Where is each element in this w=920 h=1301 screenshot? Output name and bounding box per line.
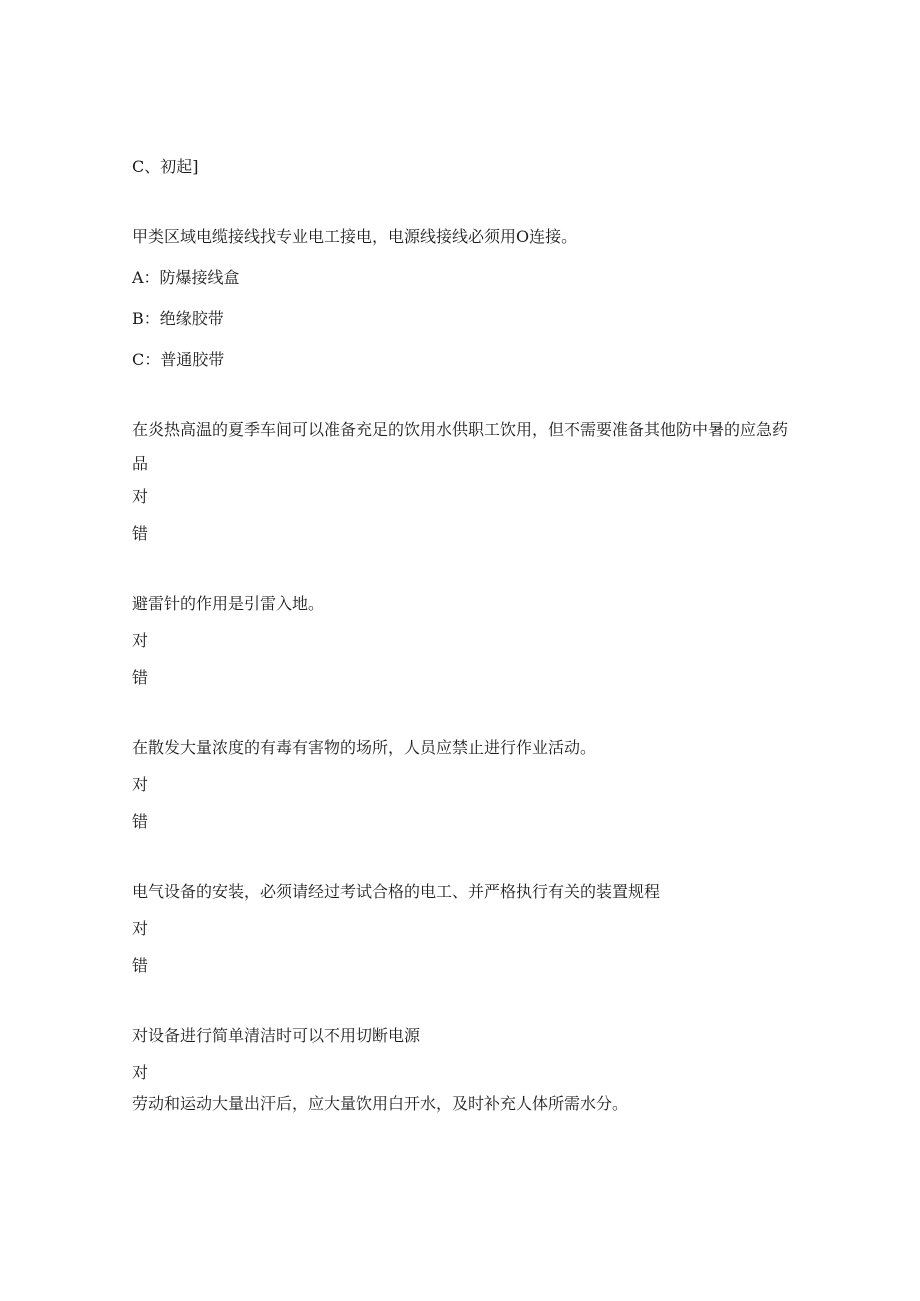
question-4-option-false: 错	[132, 812, 149, 831]
question-2-option-true: 对	[132, 487, 149, 506]
question-2-text: 在炎热高温的夏季车间可以准备充足的饮用水供职工饮用，但不需要准备其他防中暑的应急药品	[132, 420, 789, 473]
question-6-text: 对设备进行简单清洁时可以不用切断电源	[132, 1026, 421, 1045]
question-1-option-a: A：防爆接线盒	[132, 268, 240, 287]
question-1-option-c: C：普通胶带	[132, 350, 225, 369]
question-5-option-false: 错	[132, 956, 149, 975]
question-1-text: 甲类区域电缆接线找专业电工接电，电源线接线必须用O连接。	[132, 227, 578, 246]
question-3-option-true: 对	[132, 631, 149, 650]
question-5-option-true: 对	[132, 919, 149, 938]
question-5-text: 电气设备的安装，必须请经过考试合格的电工、并严格执行有关的装置规程	[132, 882, 661, 901]
question-3-option-false: 错	[132, 668, 149, 687]
question-6-option-true: 对	[132, 1063, 149, 1082]
question-4-option-true: 对	[132, 775, 149, 794]
question-4-text: 在散发大量浓度的有毒有害物的场所，人员应禁止进行作业活动。	[132, 738, 597, 757]
question-7-text: 劳动和运动大量出汗后，应大量饮用白开水，及时补充人体所需水分。	[132, 1094, 629, 1113]
question-1-option-b: B：绝缘胶带	[132, 309, 224, 328]
answer-fragment: C、初起]	[132, 157, 199, 176]
question-2-option-false: 错	[132, 524, 149, 543]
question-3-text: 避雷针的作用是引雷入地。	[132, 594, 325, 613]
